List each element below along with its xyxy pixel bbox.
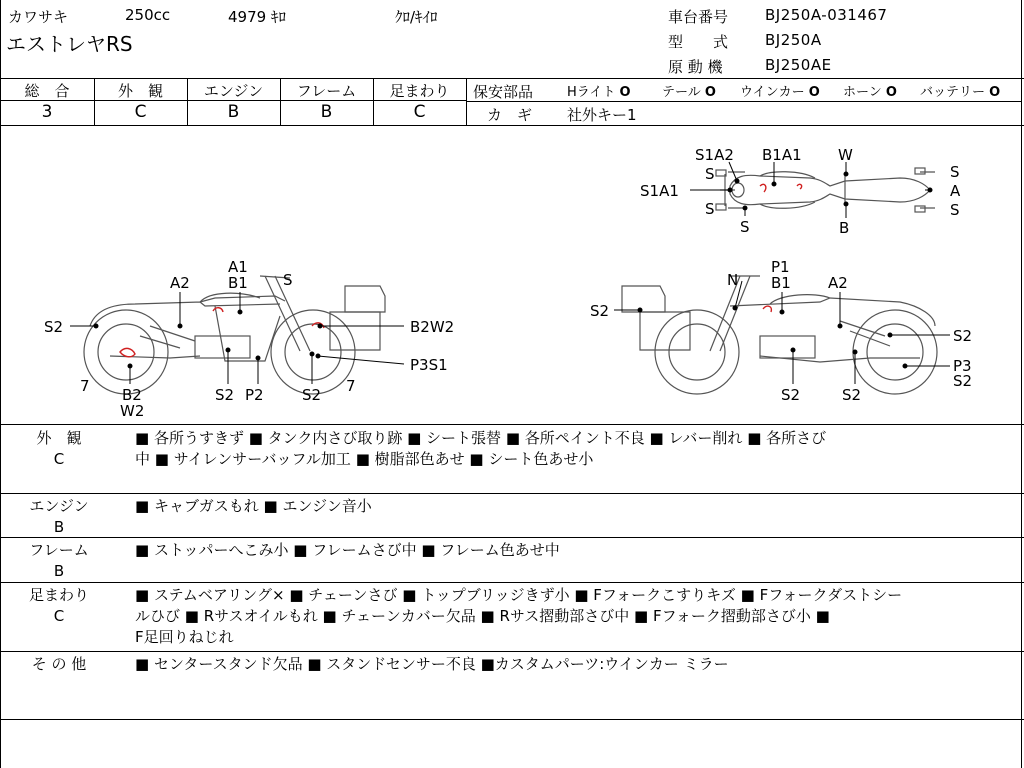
section-suspension-notes: ■ ステムベアリング× ■ チェーンさび ■ トップブリッジきず小 ■ Fフォークこすりキズ ■ Fフォークダストシー ルひび ■ Rサスオイルもれ ■ チェーンカバー欠品 ■ Rサス摺動部さび中 ■ Fフォーク摺動部さび小 ■ F足回りねじれ	[135, 586, 903, 646]
frame-number-label: 車台番号	[668, 8, 729, 26]
damage-diagram	[0, 126, 1024, 424]
section-exterior-notes: ■ 各所うすきず ■ タンク内さび取り跡 ■ シート張替 ■ 各所ペイント不良 ■ レバー削れ ■ 各所さび 中 ■ サイレンサーバッフル加工 ■ 樹脂部色あせ ■ シート色あせ小	[135, 429, 827, 468]
right-label-a2: A2	[828, 274, 848, 292]
top-label-s1a1: S1A1	[640, 182, 679, 200]
key-value: 社外キー1	[567, 106, 637, 124]
left-label-s2c: S2	[302, 386, 322, 404]
left-label-b2w2: B2W2	[410, 318, 455, 336]
right-label-s2b: S2	[953, 327, 973, 345]
section-suspension-grade: C	[53, 607, 65, 625]
grade-header-overall: 総 合	[24, 82, 70, 100]
model-name: エストレヤRS	[6, 32, 133, 56]
safety-label: 保安部品	[473, 83, 534, 101]
safety-headlight: Hライト O	[567, 85, 631, 100]
left-label-7b: 7	[346, 377, 356, 395]
left-label-p3s1: P3S1	[410, 356, 448, 374]
section-engine-notes: ■ キャブガスもれ ■ エンジン音小	[135, 497, 372, 515]
tail-mark: O	[704, 85, 716, 100]
section-engine-grade: B	[53, 518, 65, 536]
color: ｸﾛ/ｷｲﾛ	[395, 8, 438, 26]
section-other-notes: ■ センタースタンド欠品 ■ スタンドセンサー不良 ■カスタムパーツ:ウインカー ミラー	[135, 655, 729, 673]
section-exterior-grade: C	[53, 450, 65, 468]
grade-value-overall: 3	[41, 102, 53, 122]
left-label-b1: B1	[228, 274, 248, 292]
battery-mark: O	[989, 85, 1001, 100]
headlight-mark: O	[619, 85, 631, 100]
model-code: BJ250A	[765, 31, 822, 49]
mileage: 4979 ｷﾛ	[228, 8, 286, 26]
top-label-b: B	[839, 219, 850, 237]
horn-mark: O	[885, 85, 897, 100]
right-label-s2d: S2	[781, 386, 801, 404]
right-label-s2a: S2	[590, 302, 610, 320]
grade-value-frame: B	[320, 102, 333, 122]
section-frame-grade: B	[53, 562, 65, 580]
right-label-s2c: S2	[953, 372, 973, 390]
left-label-w2: W2	[120, 402, 145, 420]
safety-horn: ホーン O	[843, 85, 897, 100]
safety-tail: テール O	[662, 85, 716, 100]
grade-value-suspension: C	[413, 102, 426, 122]
left-label-p2: P2	[245, 386, 264, 404]
left-label-a1: A1	[228, 258, 248, 276]
right-label-b1: B1	[771, 274, 791, 292]
top-label-b1a1: B1A1	[762, 146, 802, 164]
left-label-s2b: S2	[215, 386, 235, 404]
section-suspension-label: 足まわり	[28, 586, 89, 604]
right-label-p3: P3	[953, 357, 972, 375]
right-label-s2e: S2	[842, 386, 862, 404]
section-frame-label: フレーム	[29, 541, 89, 559]
section-other-label: そ の 他	[31, 655, 87, 673]
section-exterior-label: 外 観	[36, 429, 82, 447]
safety-battery: バッテリー O	[920, 85, 1001, 100]
engine-model: BJ250AE	[765, 56, 832, 74]
left-label-a2: A2	[170, 274, 190, 292]
top-label-s-bottom: S	[740, 218, 750, 236]
top-label-s-l2: S	[705, 200, 715, 218]
top-label-s1a2: S1A2	[695, 146, 734, 164]
top-label-s-l1: S	[705, 165, 715, 183]
right-label-n: N	[727, 271, 739, 289]
left-label-s2: S2	[44, 318, 64, 336]
left-label-s: S	[283, 271, 293, 289]
key-label: カ ギ	[487, 106, 533, 124]
section-frame-notes: ■ ストッパーへこみ小 ■ フレームさび中 ■ フレーム色あせ中	[135, 541, 560, 559]
grade-header-frame: フレーム	[296, 82, 357, 100]
top-label-s-tr: S	[950, 163, 960, 181]
top-label-w: W	[838, 146, 853, 164]
displacement: 250cc	[125, 6, 171, 24]
maker: カワサキ	[8, 8, 69, 26]
section-engine-label: エンジン	[29, 497, 89, 515]
grade-value-engine: B	[227, 102, 240, 122]
engine-model-label: 原 動 機	[668, 58, 723, 76]
grade-header-suspension: 足まわり	[389, 82, 450, 100]
grade-value-exterior: C	[134, 102, 147, 122]
right-label-p1: P1	[771, 258, 790, 276]
left-label-7a: 7	[80, 377, 90, 395]
grade-header-exterior: 外 観	[117, 82, 163, 100]
left-label-b2: B2	[122, 386, 142, 404]
winker-mark: O	[808, 85, 820, 100]
frame-number: BJ250A-031467	[765, 6, 888, 24]
model-code-label: 型 式	[668, 33, 729, 51]
grade-header-engine: エンジン	[203, 82, 264, 100]
top-label-a: A	[950, 182, 961, 200]
top-label-s-r2: S	[950, 201, 960, 219]
safety-winker: ウインカー O	[740, 85, 820, 100]
